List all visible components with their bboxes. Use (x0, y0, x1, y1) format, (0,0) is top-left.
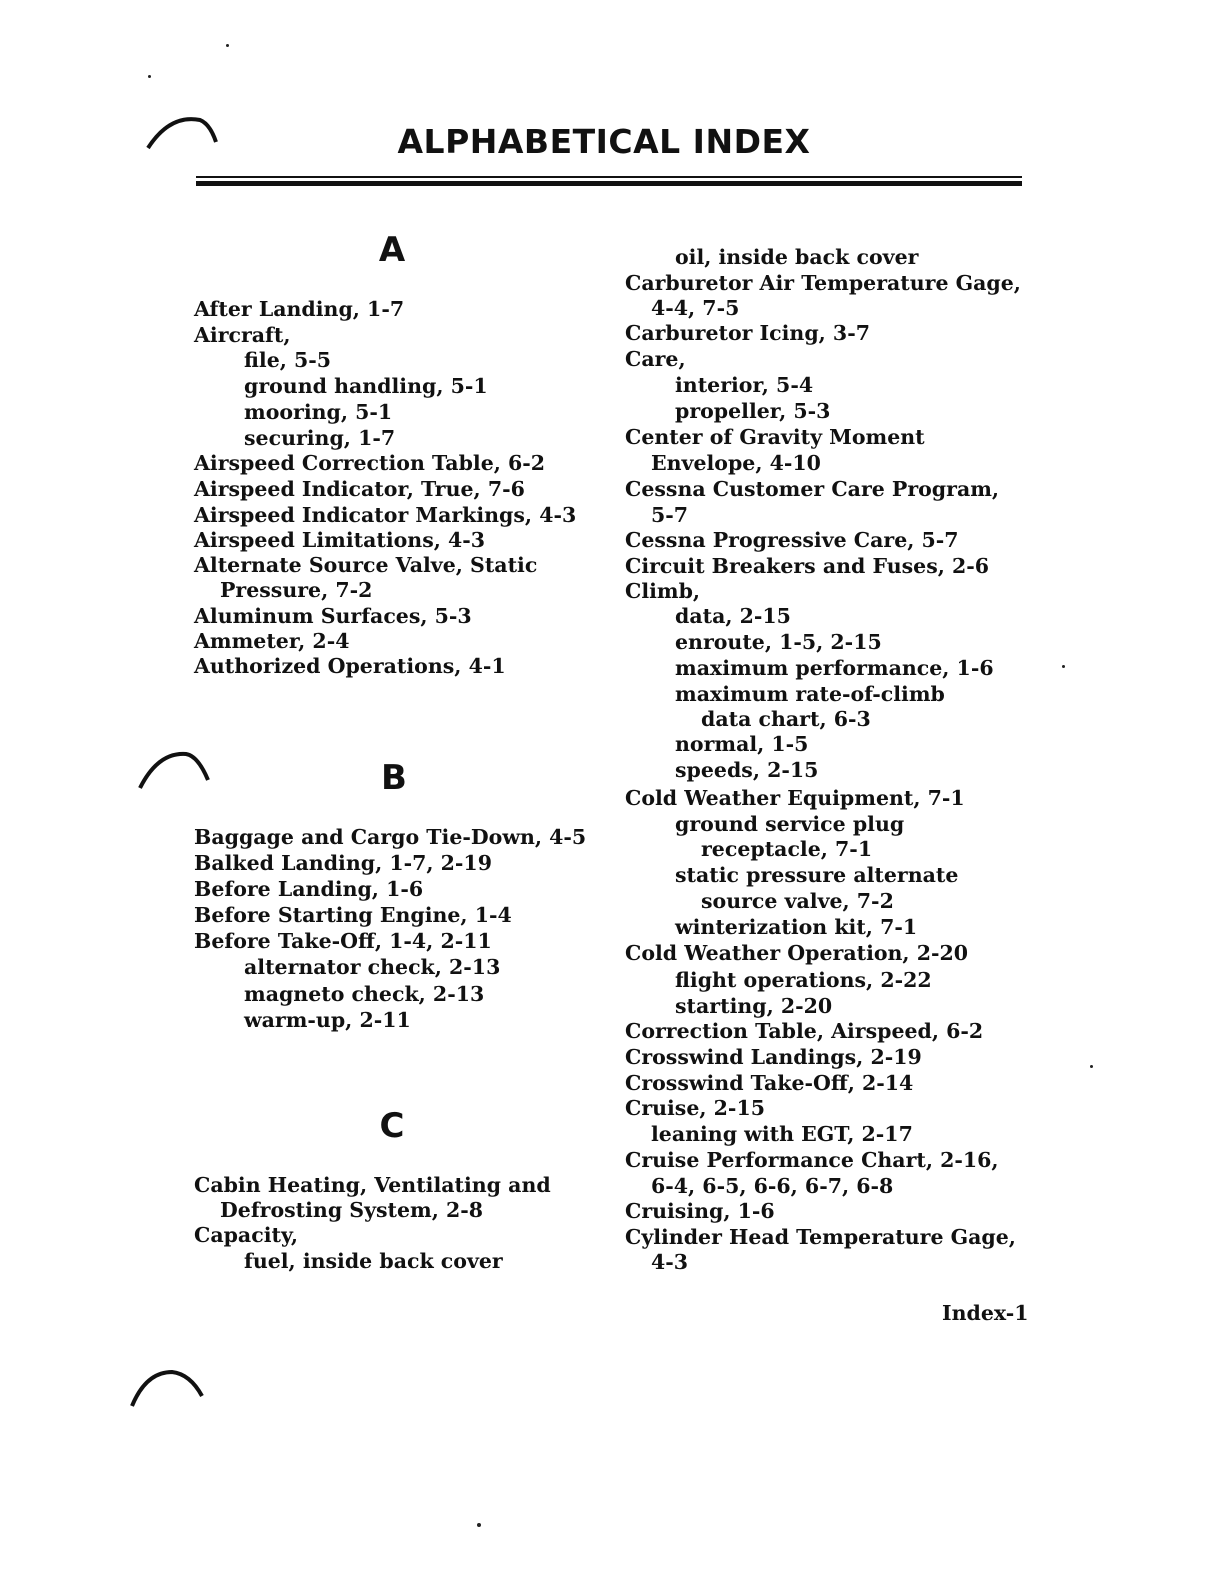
index-entry: Ammeter, 2-4 (194, 629, 350, 653)
index-entry: Circuit Breakers and Fuses, 2-6 (625, 554, 990, 578)
index-entry-continuation: Pressure, 7-2 (220, 578, 373, 602)
index-subentry: ground handling, 5-1 (244, 374, 488, 398)
index-subentry: warm-up, 2-11 (244, 1008, 411, 1032)
index-entry: Airspeed Indicator Markings, 4-3 (194, 503, 577, 527)
index-entry: Aluminum Surfaces, 5-3 (194, 604, 472, 628)
index-entry: Airspeed Correction Table, 6-2 (194, 451, 546, 475)
scan-speck (148, 75, 151, 78)
index-subentry: mooring, 5-1 (244, 400, 393, 424)
index-entry: Airspeed Limitations, 4-3 (194, 528, 486, 552)
index-entry: Crosswind Take-Off, 2-14 (625, 1071, 914, 1095)
index-subentry: data, 2-15 (675, 604, 791, 628)
index-entry-continuation: 6-4, 6-5, 6-6, 6-7, 6-8 (651, 1174, 894, 1198)
index-entry: Aircraft, (194, 323, 291, 347)
binder-hole-mark-middle (134, 746, 214, 792)
index-entry: Cruise Performance Chart, 2-16, (625, 1148, 999, 1172)
index-entry: Airspeed Indicator, True, 7-6 (194, 477, 525, 501)
index-entry-continuation: Envelope, 4-10 (651, 451, 821, 475)
index-subentry: winterization kit, 7-1 (675, 915, 918, 939)
section-letter-a: A (378, 230, 406, 270)
index-entry: Center of Gravity Moment (625, 425, 925, 449)
index-subentry: enroute, 1-5, 2-15 (675, 630, 882, 654)
index-subentry: file, 5-5 (244, 348, 332, 372)
index-subentry: ground service plug (675, 812, 905, 836)
index-subentry: starting, 2-20 (675, 994, 833, 1018)
index-entry: Before Landing, 1-6 (194, 877, 424, 901)
title-rule-thick (196, 181, 1022, 186)
index-entry: After Landing, 1-7 (194, 297, 405, 321)
section-letter-b: B (381, 758, 407, 798)
scan-speck (1062, 665, 1065, 668)
index-subentry-continuation: data chart, 6-3 (701, 707, 871, 731)
index-subentry: maximum rate-of-climb (675, 682, 945, 706)
index-subentry: alternator check, 2-13 (244, 955, 501, 979)
index-entry: Cabin Heating, Ventilating and (194, 1173, 551, 1197)
index-subentry: fuel, inside back cover (244, 1249, 503, 1273)
index-subentry: leaning with EGT, 2-17 (651, 1122, 913, 1146)
index-subentry: flight operations, 2-22 (675, 968, 932, 992)
index-entry: Cold Weather Equipment, 7-1 (625, 786, 965, 810)
section-letter-c: C (379, 1106, 405, 1146)
index-subentry: oil, inside back cover (675, 245, 919, 269)
index-subentry: speeds, 2-15 (675, 758, 819, 782)
index-entry: Cessna Customer Care Program, (625, 477, 1000, 501)
page-number: Index-1 (942, 1301, 1029, 1325)
binder-hole-mark-bottom (128, 1362, 208, 1410)
scan-speck (1090, 1065, 1093, 1068)
index-subentry: interior, 5-4 (675, 373, 814, 397)
index-subentry: maximum performance, 1-6 (675, 656, 994, 680)
index-entry: Before Take-Off, 1-4, 2-11 (194, 929, 492, 953)
index-entry: Carburetor Icing, 3-7 (625, 321, 870, 345)
page-title: ALPHABETICAL INDEX (397, 122, 811, 161)
index-entry: Capacity, (194, 1223, 299, 1247)
index-entry: Before Starting Engine, 1-4 (194, 903, 512, 927)
index-entry: Cessna Progressive Care, 5-7 (625, 528, 959, 552)
index-entry-continuation: Defrosting System, 2-8 (220, 1198, 484, 1222)
index-entry-continuation: 5-7 (651, 503, 689, 527)
index-entry: Cruise, 2-15 (625, 1096, 765, 1120)
index-subentry: static pressure alternate (675, 863, 959, 887)
title-rule-thin (196, 176, 1022, 178)
index-entry: Carburetor Air Temperature Gage, (625, 271, 1021, 295)
index-subentry: magneto check, 2-13 (244, 982, 485, 1006)
index-subentry-continuation: source valve, 7-2 (701, 889, 894, 913)
index-entry: Baggage and Cargo Tie-Down, 4-5 (194, 825, 587, 849)
index-entry: Balked Landing, 1-7, 2-19 (194, 851, 492, 875)
index-entry: Cruising, 1-6 (625, 1199, 775, 1223)
index-subentry: securing, 1-7 (244, 426, 396, 450)
index-entry: Cylinder Head Temperature Gage, (625, 1225, 1016, 1249)
scan-speck (226, 44, 229, 47)
index-entry: Correction Table, Airspeed, 6-2 (625, 1019, 984, 1043)
index-entry: Care, (625, 347, 686, 371)
index-entry: Alternate Source Valve, Static (194, 553, 538, 577)
index-subentry-continuation: receptacle, 7-1 (701, 837, 873, 861)
index-entry-continuation: 4-4, 7-5 (651, 296, 740, 320)
index-entry: Crosswind Landings, 2-19 (625, 1045, 922, 1069)
index-entry: Climb, (625, 579, 701, 603)
index-entry: Authorized Operations, 4-1 (194, 654, 506, 678)
index-subentry: propeller, 5-3 (675, 399, 831, 423)
scan-speck (477, 1523, 481, 1527)
index-entry-continuation: 4-3 (651, 1250, 689, 1274)
index-entry: Cold Weather Operation, 2-20 (625, 941, 969, 965)
index-subentry: normal, 1-5 (675, 732, 809, 756)
